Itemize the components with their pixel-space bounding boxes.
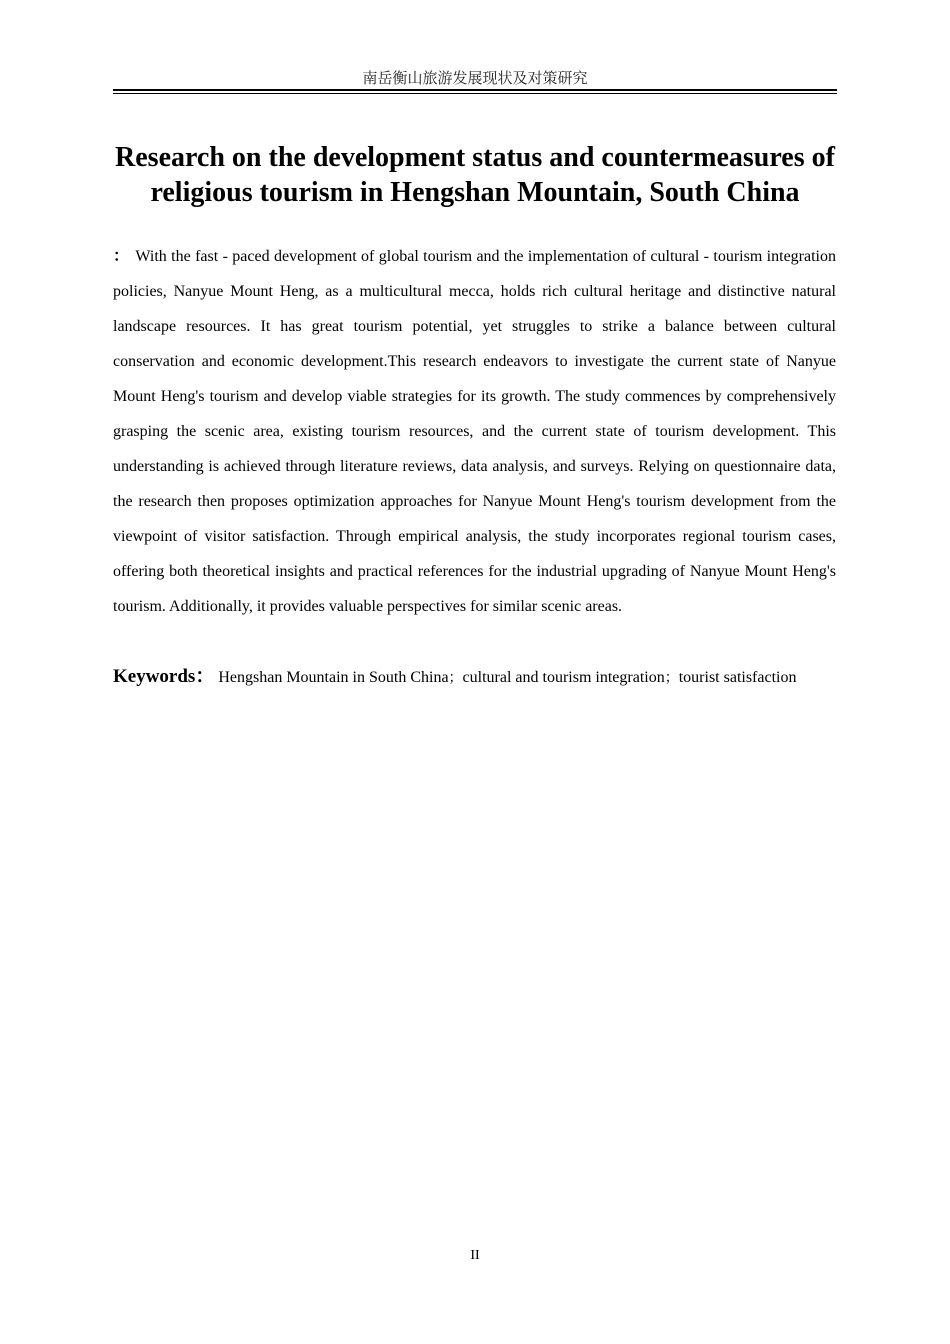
abstract-label: ： <box>113 248 130 265</box>
keyword-item: cultural and tourism integration <box>462 669 665 686</box>
abstract-text: With the fast - paced development of global tourism and the implementation of cultural - tourism integration policies, Nanyue Mount Heng, as a multicultural mecca, holds rich cultural heritage and distinctive natural landscape resources. It has great tourism potential, yet struggles to strike a balance between cultural conservation and economic development.This research endeavors to investigate the current state of Nanyue Mount Heng's tourism and develop viable strategies for its growth. The study commences by comprehensively grasping the scenic area, existing tourism resources, and the current state of tourism development. This understanding is achieved through literature reviews, data analysis, and surveys. Relying on questionnaire data, the research then proposes optimization approaches for Nanyue Mount Heng's tourism development from the viewpoint of visitor satisfaction. Through empirical analysis, the study incorporates regional tourism cases, offering both theoretical insights and practical references for the industrial upgrading of Nanyue Mount Heng's tourism. Additionally, it provides valuable perspectives for similar scenic areas. <box>113 248 836 615</box>
keywords-line <box>113 663 853 692</box>
header-rule <box>113 89 837 91</box>
keywords-label: Keywords： <box>113 666 215 687</box>
keyword-separator: ； <box>664 670 679 686</box>
page-number: II <box>470 1248 480 1263</box>
keyword-item: tourist satisfaction <box>678 669 797 686</box>
header-rule-thin <box>113 93 837 94</box>
abstract-paragraph <box>113 239 836 624</box>
keyword-separator: ； <box>448 670 463 686</box>
running-header: 南岳衡山旅游发展现状及对策研究 <box>362 69 588 87</box>
keyword-item: Hengshan Mountain in South China <box>218 669 449 686</box>
paper-title: Research on the development status and countermeasures of religious tourism in Hengshan Mountain, South China <box>115 142 835 208</box>
